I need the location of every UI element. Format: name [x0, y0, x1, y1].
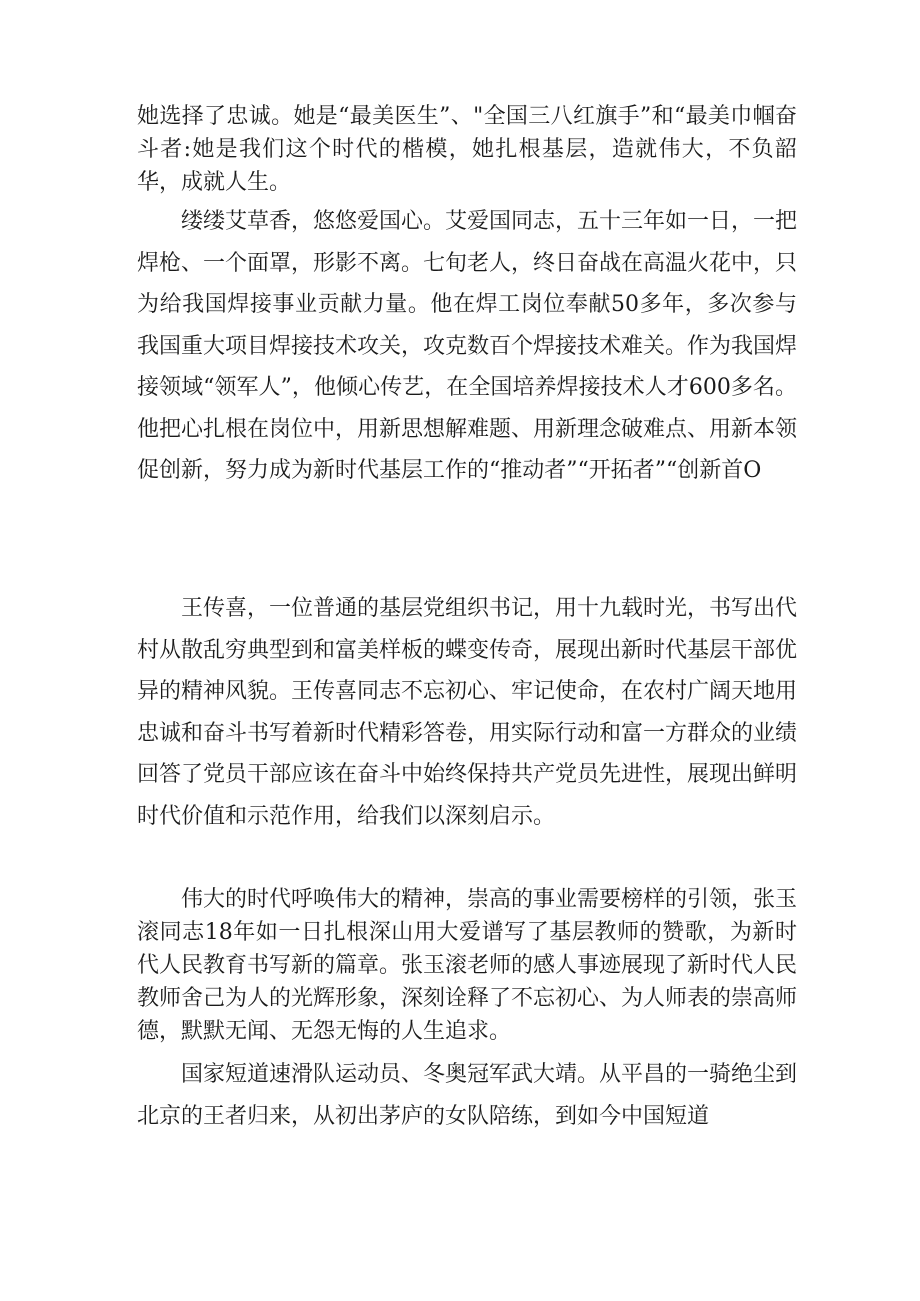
paragraph-4: 伟大的时代呼唤伟大的精神，崇高的事业需要榜样的引领，张玉滚同志18年如一日扎根深山用大爱谱写了基层教师的赞歌，为新时代人民教育书写新的篇章。张玉滚老师的感人事迹展现了新时代人民教师舍己为人的光辉形象，深刻诠释了不忘初心、为人师表的崇高师德，默默无闻、无怨无悔的人生追求。 [137, 887, 798, 1044]
paragraph-1: 她选择了忠诚。她是“最美医生”、"全国三八红旗手”和“最美巾帼奋斗者:她是我们这个时代的楷模，她扎根基层，造就伟大，不负韶华，成就人生。 [137, 104, 797, 195]
paragraph-2: 缕缕艾草香，悠悠爱国心。艾爱国同志，五十三年如一日，一把焊枪、一个面罩，形影不离。七旬老人，终日奋战在高温火花中，只为给我国焊接事业贡献力量。他在焊工岗位奉献50多年，多次参与我国重大项目焊接技术攻关，攻克数百个焊接技术难关。作为我国焊接领域“领军人”，他倾心传艺，在全国培养焊接技术人才600多名。他把心扎根在岗位中，用新思想解难题、用新理念破难点、用新本领促创新，努力成为新时代基层工作的“推动者”“开拓者”“创新首O [137, 209, 798, 483]
paragraph-3: 王传喜，一位普通的基层党组织书记，用十九载时光，书写出代村从散乱穷典型到和富美样板的蝶变传奇，展现出新时代基层干部优异的精神风貌。王传喜同志不忘初心、牢记使命，在农村广阔天地用忠诚和奋斗书写着新时代精彩答卷，用实际行动和富一方群众的业绩回答了党员干部应该在奋斗中始终保持共产党员先进性，展现出鲜明时代价值和示范作用，给我们以深刻启示。 [137, 596, 798, 829]
paragraph-5: 国家短道速滑队运动员、冬奥冠军武大靖。从平昌的一骑绝尘到北京的王者归来，从初出茅庐的女队陪练，到如今中国短道 [137, 1062, 798, 1129]
